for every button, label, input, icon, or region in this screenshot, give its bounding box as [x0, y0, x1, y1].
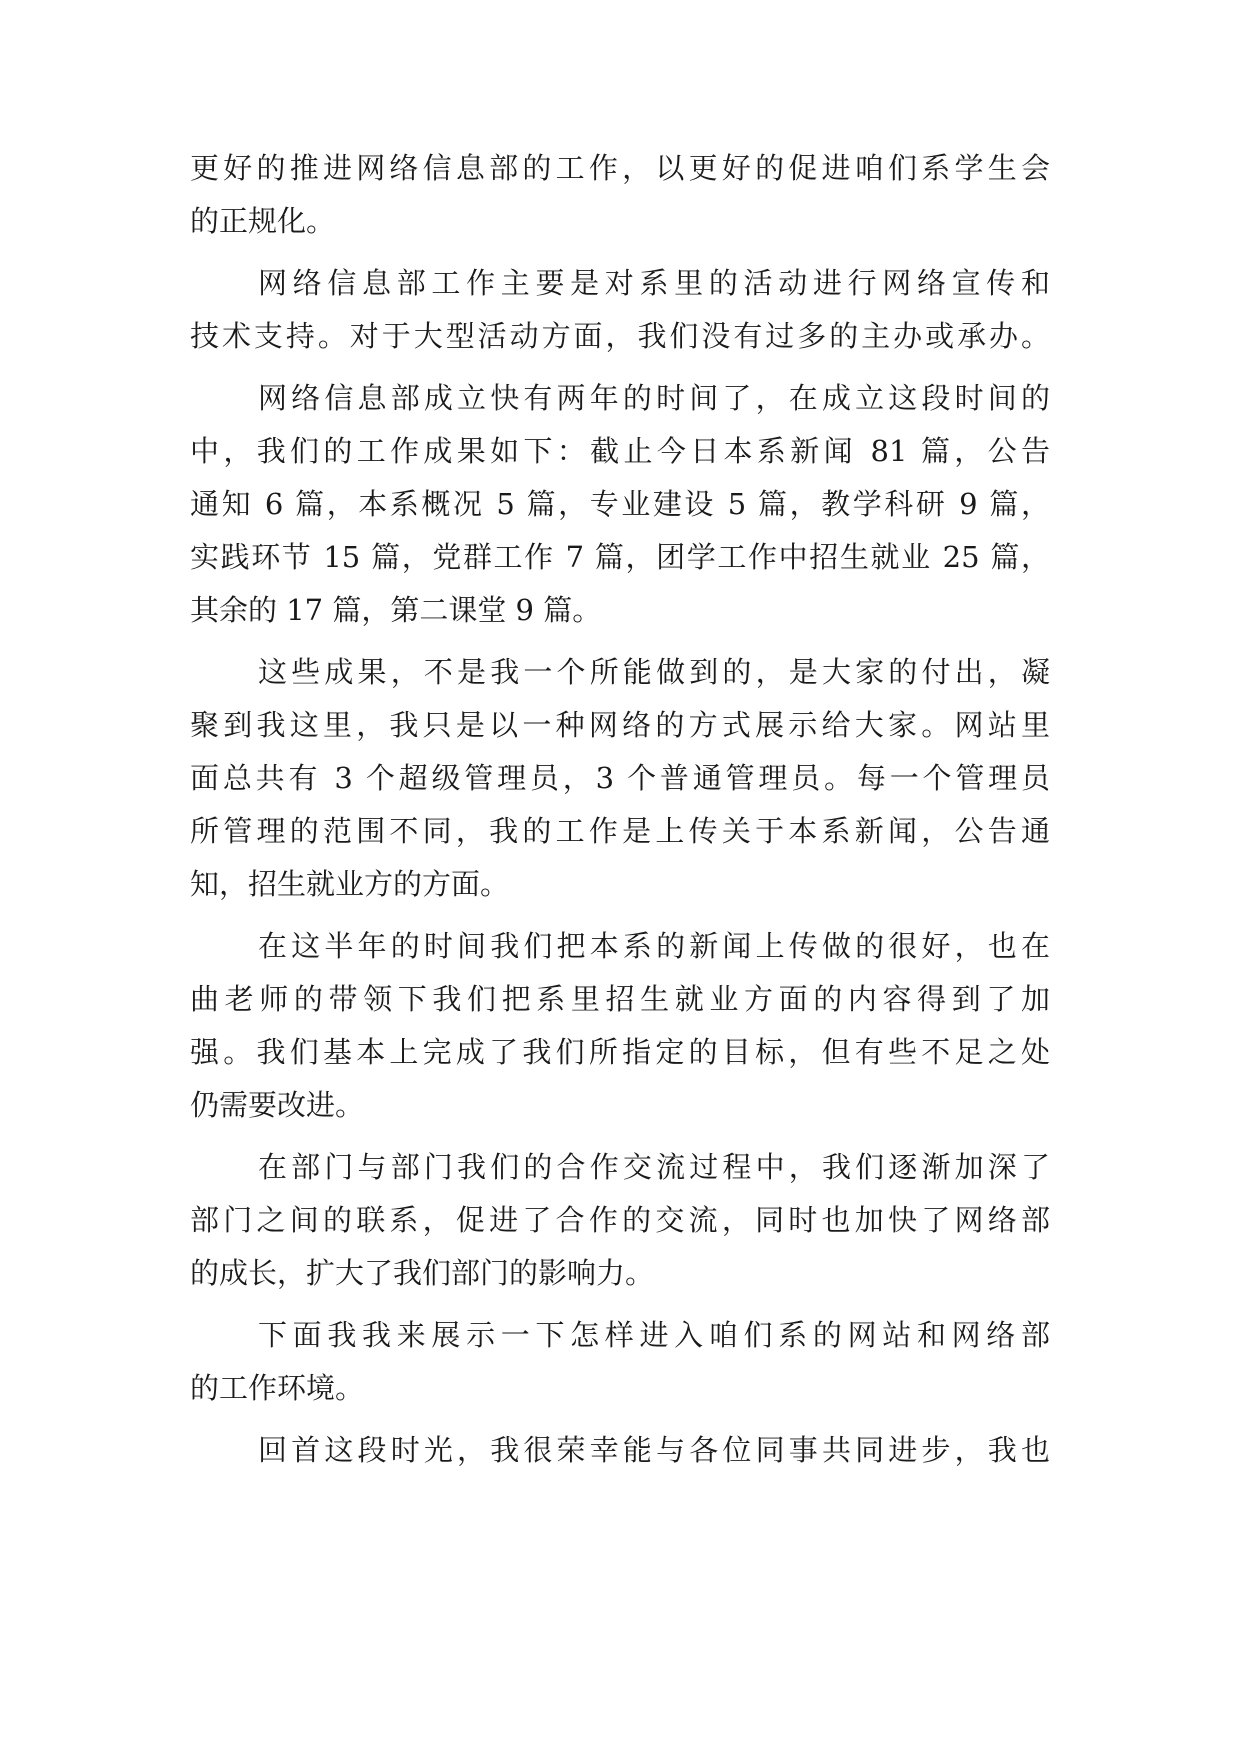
paragraph-first-line: 网络信息部成立快有两年的时间了，在成立这段时间的: [258, 381, 1050, 415]
text-line: 仍需要改进。: [190, 1088, 365, 1122]
paragraph-first-line: 在这半年的时间我们把本系的新闻上传做的很好，也在: [258, 929, 1050, 963]
paragraph-first-line: 回首这段时光，我很荣幸能与各位同事共同进步，我也: [258, 1433, 1050, 1467]
text-line: 中，我们的工作成果如下：截止今日本系新闻 81 篇，公告: [190, 434, 1050, 468]
text-line: 知，招生就业方的方面。: [190, 867, 510, 901]
text-line: 更好的推进网络信息部的工作，以更好的促进咱们系学生会: [190, 151, 1050, 185]
text-line: 部门之间的联系，促进了合作的交流，同时也加快了网络部: [190, 1203, 1050, 1237]
text-line: 技术支持。对于大型活动方面，我们没有过多的主办或承办。: [190, 319, 1050, 353]
paragraph-first-line: 这些成果，不是我一个所能做到的，是大家的付出，凝: [258, 655, 1050, 689]
paragraph-first-line: 在部门与部门我们的合作交流过程中，我们逐渐加深了: [258, 1150, 1050, 1184]
text-line: 的成长，扩大了我们部门的影响力。: [190, 1256, 655, 1290]
text-line: 曲老师的带领下我们把系里招生就业方面的内容得到了加: [190, 982, 1050, 1016]
text-line: 通知 6 篇，本系概况 5 篇，专业建设 5 篇，教学科研 9 篇，: [190, 487, 1050, 521]
text-line: 的正规化。: [190, 204, 336, 238]
paragraph-first-line: 下面我我来展示一下怎样进入咱们系的网站和网络部: [258, 1318, 1050, 1352]
paragraph-first-line: 网络信息部工作主要是对系里的活动进行网络宣传和: [258, 266, 1050, 300]
text-line: 其余的 17 篇，第二课堂 9 篇。: [190, 593, 602, 627]
text-line: 所管理的范围不同，我的工作是上传关于本系新闻，公告通: [190, 814, 1050, 848]
text-line: 面总共有 3 个超级管理员，3 个普通管理员。每一个管理员: [190, 761, 1050, 795]
text-line: 的工作环境。: [190, 1371, 365, 1405]
text-line: 强。我们基本上完成了我们所指定的目标，但有些不足之处: [190, 1035, 1050, 1069]
text-line: 聚到我这里，我只是以一种网络的方式展示给大家。网站里: [190, 708, 1050, 742]
text-line: 实践环节 15 篇，党群工作 7 篇，团学工作中招生就业 25 篇，: [190, 540, 1050, 574]
